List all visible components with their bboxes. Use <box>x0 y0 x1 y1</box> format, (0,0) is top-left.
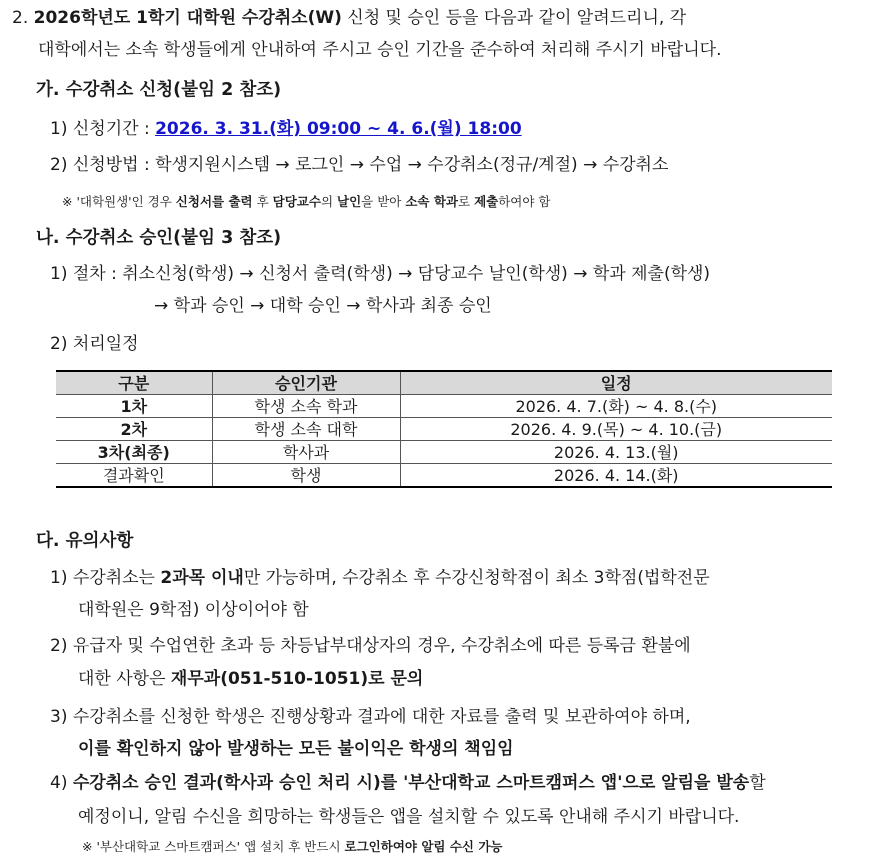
ga-note-text-2: 후 <box>252 194 273 209</box>
da-item-4-line-2: 예정이니, 알림 수신을 희망하는 학생들은 앱을 설치할 수 있도록 안내해 주시기 바랍니다. <box>78 807 740 827</box>
ga-note-text-5: 로 <box>458 194 475 209</box>
table-cell: 결과확인 <box>56 464 212 488</box>
intro-line-1 <box>12 6 686 30</box>
ga-note-bold-5: 제출 <box>474 194 499 209</box>
ga-note-bold-4: 소속 학과 <box>405 194 459 209</box>
ga-note-text-4: 을 받아 <box>361 194 406 209</box>
ga-item-1-label: 1) 신청기간 : <box>50 119 156 139</box>
ga-note-bold-2: 담당교수 <box>272 194 321 209</box>
table-cell: 학생 소속 학과 <box>212 395 400 418</box>
table-row <box>56 464 832 488</box>
table-cell: 학생 <box>212 464 400 488</box>
da-item-1-bold: 2과목 이내 <box>160 568 244 588</box>
table-cell: 1차 <box>56 395 212 418</box>
intro-rest: 신청 및 승인 등을 다음과 같이 알려드리니, 각 <box>341 8 687 28</box>
table-cell: 2026. 4. 9.(목) ~ 4. 10.(금) <box>400 418 832 441</box>
ga-note-text-3: 의 <box>320 194 338 209</box>
table-header-row <box>56 371 832 395</box>
da-item-4-note <box>82 835 502 859</box>
table-cell: 2차 <box>56 418 212 441</box>
ga-note-bold-3: 날인 <box>337 194 362 209</box>
table-header-cell: 일정 <box>400 371 832 395</box>
table-row <box>56 441 832 464</box>
na-item-2: 2) 처리일정 <box>50 334 139 354</box>
ga-note <box>62 190 551 214</box>
finance-contact: 재무과(051-510-1051)로 문의 <box>170 669 424 689</box>
table-cell: 2026. 4. 13.(월) <box>400 441 832 464</box>
na-item-1-line-1: 1) 절차 : 취소신청(학생) → 신청서 출력(학생) → 담당교수 날인(학생) → 학과 제출(학생) <box>50 264 711 284</box>
da-item-1-line-2: 대학원은 9학점) 이상이어야 함 <box>78 600 309 620</box>
intro-line-2: 대학에서는 소속 학생들에게 안내하여 주시고 승인 기간을 준수하여 처리해 주시기 바랍니다. <box>38 40 722 60</box>
da-item-4-note-bold: 로그인하여야 알림 수신 가능 <box>344 839 503 854</box>
da-item-4-note-text: ※ '부산대학교 스마트캠퍼스' 앱 설치 후 반드시 <box>82 839 345 854</box>
ga-item-2: 2) 신청방법 : 학생지원시스템 → 로그인 → 수업 → 수강취소(정규/계절) → 수강취소 <box>50 155 669 175</box>
table-cell: 2026. 4. 14.(화) <box>400 464 832 488</box>
table-row <box>56 395 832 418</box>
na-item-1-line-2: → 학과 승인 → 대학 승인 → 학사과 최종 승인 <box>154 296 492 316</box>
da-item-4-line-1 <box>50 771 766 795</box>
section-na-title: 나. 수강취소 승인(붙임 3 참조) <box>36 228 282 248</box>
ga-note-text-1: ※ '대학원생'인 경우 <box>62 194 176 209</box>
da-item-1-line-1 <box>50 566 710 590</box>
da-item-2-line-1: 2) 유급자 및 수업연한 초과 등 차등납부대상자의 경우, 수강취소에 따른 등록금 환불에 <box>50 636 691 656</box>
section-ga-title: 가. 수강취소 신청(붙임 2 참조) <box>36 80 282 100</box>
table-cell: 2026. 4. 7.(화) ~ 4. 8.(수) <box>400 395 832 418</box>
da-item-3-line-2: 이를 확인하지 않아 발생하는 모든 불이익은 학생의 책임임 <box>78 739 514 759</box>
table-header-cell: 구분 <box>56 371 212 395</box>
table-header-cell: 승인기관 <box>212 371 400 395</box>
da-item-1-text-2: 만 가능하며, 수강취소 후 수강신청학점이 최소 3학점(법학전문 <box>243 568 710 588</box>
da-item-2-text: 대한 사항은 <box>78 669 171 689</box>
table-cell: 3차(최종) <box>56 441 212 464</box>
table-cell: 학생 소속 대학 <box>212 418 400 441</box>
intro-bold: 2026학년도 1학기 대학원 수강취소(W) <box>33 8 342 28</box>
ga-item-1 <box>50 117 522 141</box>
da-item-3-line-1: 3) 수강취소를 신청한 학생은 진행상황과 결과에 대한 자료를 출력 및 보관하여야 하며, <box>50 707 691 727</box>
table-row <box>56 418 832 441</box>
da-item-1-text-1: 1) 수강취소는 <box>50 568 161 588</box>
da-item-4-text: 할 <box>749 773 766 793</box>
table-cell: 학사과 <box>212 441 400 464</box>
da-item-2-line-2 <box>78 667 423 691</box>
intro-number: 2. <box>12 8 29 28</box>
section-da-title: 다. 유의사항 <box>36 531 134 551</box>
application-period: 2026. 3. 31.(화) 09:00 ~ 4. 6.(월) 18:00 <box>155 119 522 139</box>
ga-note-bold-1: 신청서를 출력 <box>175 194 253 209</box>
da-item-4-number: 4) <box>50 773 73 793</box>
da-item-4-bold: 수강취소 승인 결과(학사과 승인 처리 시)를 '부산대학교 스마트캠퍼스 앱'으로 알림을 발송 <box>72 773 750 793</box>
ga-note-text-6: 하여야 함 <box>498 194 551 209</box>
schedule-table <box>56 370 832 488</box>
